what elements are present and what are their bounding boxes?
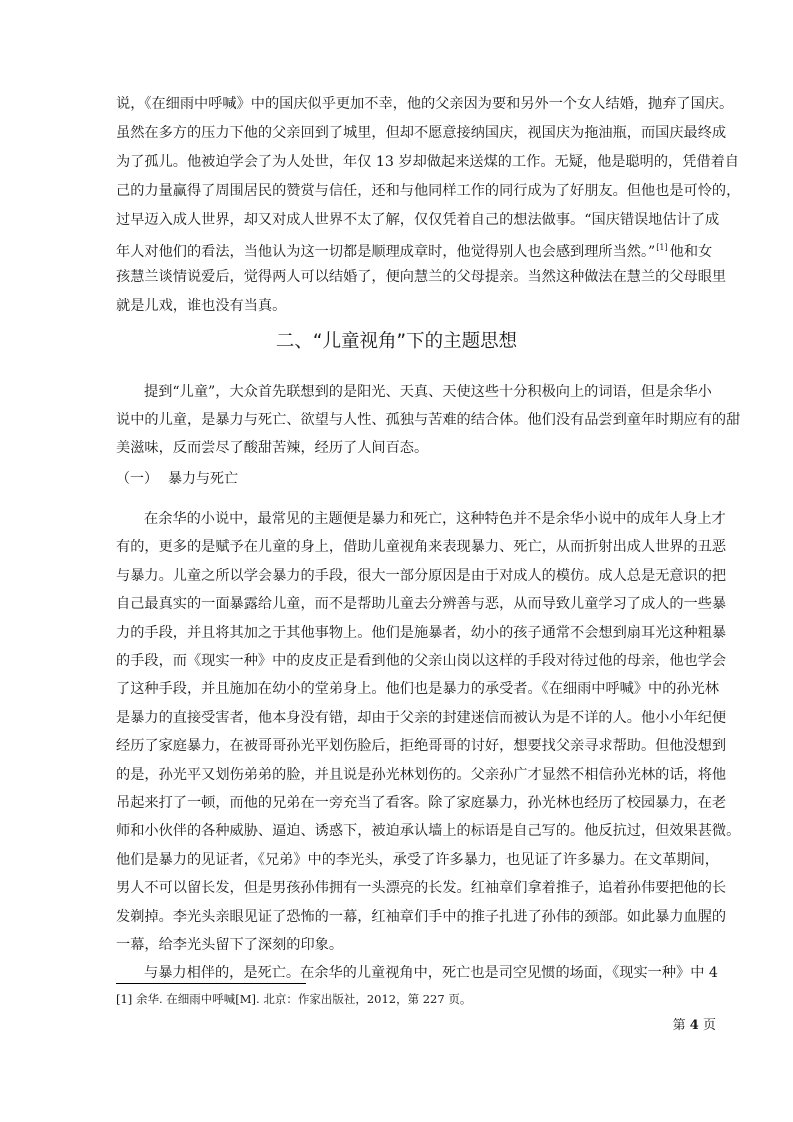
body-text-line: 是暴力的直接受害者，他本身没有错，却由于父亲的封建迷信而被认为是不详的人。他小小年纪便 [116, 710, 727, 726]
body-text-line: 经历了家庭暴力，在被哥哥孙光平划伤脸后，拒绝哥哥的讨好，想要找父亲寻求帮助。但他没想到 [116, 738, 727, 754]
body-text-line: 自己最真实的一面暴露给儿童，而不是帮助儿童去分辨善与恶，从而导致儿童学习了成人的一些暴 [116, 596, 727, 612]
body-text-line: 美滋味，反而尝尽了酸甜苦辣，经历了人间百态。 [116, 440, 429, 456]
body-text-line: 与暴力。儿童之所以学会暴力的手段，很大一部分原因是由于对成人的模仿。成人总是无意识的把 [116, 568, 727, 584]
body-text-line: 吊起来打了一顿，而他的兄弟在一旁充当了看客。除了家庭暴力，孙光林也经历了校园暴力，在老 [116, 795, 727, 811]
quote-line [116, 240, 712, 260]
page-number-prefix: 第 [672, 1018, 686, 1033]
subsection-heading [116, 471, 238, 487]
footnote: [1] 余华. 在细雨中呼喊[M]. 北京：作家出版社，2012，第 227 页。 [116, 992, 472, 1006]
body-text-line: 孩慧兰谈情说爱后，觉得两人可以结婚了，便向慧兰的父母提亲。当然这种做法在慧兰的父母眼里 [116, 269, 727, 285]
body-text-line: 一幕，给李光头留下了深刻的印象。 [116, 937, 344, 953]
quote-continuation: 他和女 [669, 244, 713, 260]
body-text-line: 与暴力相伴的，是死亡。在余华的儿童视角中，死亡也是司空见惯的场面，《现实一种》中 4 [144, 965, 718, 981]
body-text-line: 了这种手段，并且施加在幼小的堂弟身上。他们也是暴力的承受者。《在细雨中呼喊》中的孙光林 [116, 681, 719, 697]
body-text-line: 虽然在多方的压力下他的父亲回到了城里，但却不愿意接纳国庆，视国庆为拖油瓶，而国庆最终成 [116, 125, 727, 141]
body-text-line: 的是，孙光平又划伤弟弟的脸，并且说是孙光林划伤的。父亲孙广才显然不相信孙光林的话，将他 [116, 767, 727, 783]
body-text-line: 男人不可以留长发，但是男孩孙伟拥有一头漂亮的长发。红袖章们拿着推子，追着孙伟要把他的长 [116, 880, 727, 896]
body-text-line: 在余华的小说中，最常见的主题便是暴力和死亡，这种特色并不是余华小说中的成年人身上才 [144, 511, 726, 527]
body-text-line: 提到“儿童”，大众首先联想到的是阳光、天真、天使这些十分积极向上的词语，但是余华小 [144, 384, 712, 400]
body-text-line: 说，《在细雨中呼喊》中的国庆似乎更加不幸，他的父亲因为要和另外一个女人结婚，抛弃了国庆。 [116, 96, 734, 112]
footnote-divider [116, 983, 306, 984]
body-text-line: 他们是暴力的见证者，《兄弟》中的李光头，承受了许多暴力，也见证了许多暴力。在文革期间， [116, 852, 719, 868]
body-text-line: 过早迈入成人世界，却又对成人世界不太了解，仅仅凭着自己的想法做事。“国庆错误地估计了成 [116, 212, 720, 228]
body-text-line: 发剃掉。李光头亲眼见证了恐怖的一幕，红袖章们手中的推子扎进了孙伟的颈部。如此暴力血腥的 [116, 909, 727, 925]
subsection-title: 暴力与死亡 [168, 471, 238, 487]
body-text-line: 己的力量赢得了周围居民的赞赏与信任，还和与他同样工作的同行成为了好朋友。但他也是可怜的， [116, 183, 741, 199]
quote-text: 年人对他们的看法，当他认为这一切都是顺理成章时，他觉得别人也会感到理所当然。” [116, 244, 656, 260]
subsection-number: （一） [116, 471, 158, 487]
body-text-line: 有的，更多的是赋予在儿童的身上，借助儿童视角来表现暴力、死亡，从而折射出成人世界的丑恶 [116, 539, 727, 555]
body-text-line: 师和小伙伴的各种威胁、逼迫、诱惑下，被迫承认墙上的标语是自己写的。他反抗过，但效果甚微。 [116, 823, 741, 839]
body-text-line: 为了孤儿。他被迫学会了为人处世，年仅 13 岁却做起来送煤的工作。无疑，他是聪明的，凭借着自 [116, 154, 739, 170]
page-number-value: 4 [689, 1018, 699, 1033]
body-text-line: 说中的儿童，是暴力与死亡、欲望与人性、孤独与苦难的结合体。他们没有品尝到童年时期应有的甜 [116, 412, 741, 428]
page-number [673, 1018, 716, 1034]
body-text-line: 的手段，而《现实一种》中的皮皮正是看到他的父亲山岗以这样的手段对待过他的母亲，他也学会 [116, 653, 727, 669]
section-heading: 二、“儿童视角”下的主题思想 [275, 331, 518, 352]
body-text-line: 就是儿戏，谁也没有当真。 [116, 298, 287, 314]
footnote-reference[interactable]: [1] [656, 243, 668, 252]
page-number-suffix: 页 [702, 1018, 716, 1033]
body-text-line: 力的手段，并且将其加之于其他事物上。他们是施暴者，幼小的孩子通常不会想到扇耳光这种粗暴 [116, 625, 727, 641]
